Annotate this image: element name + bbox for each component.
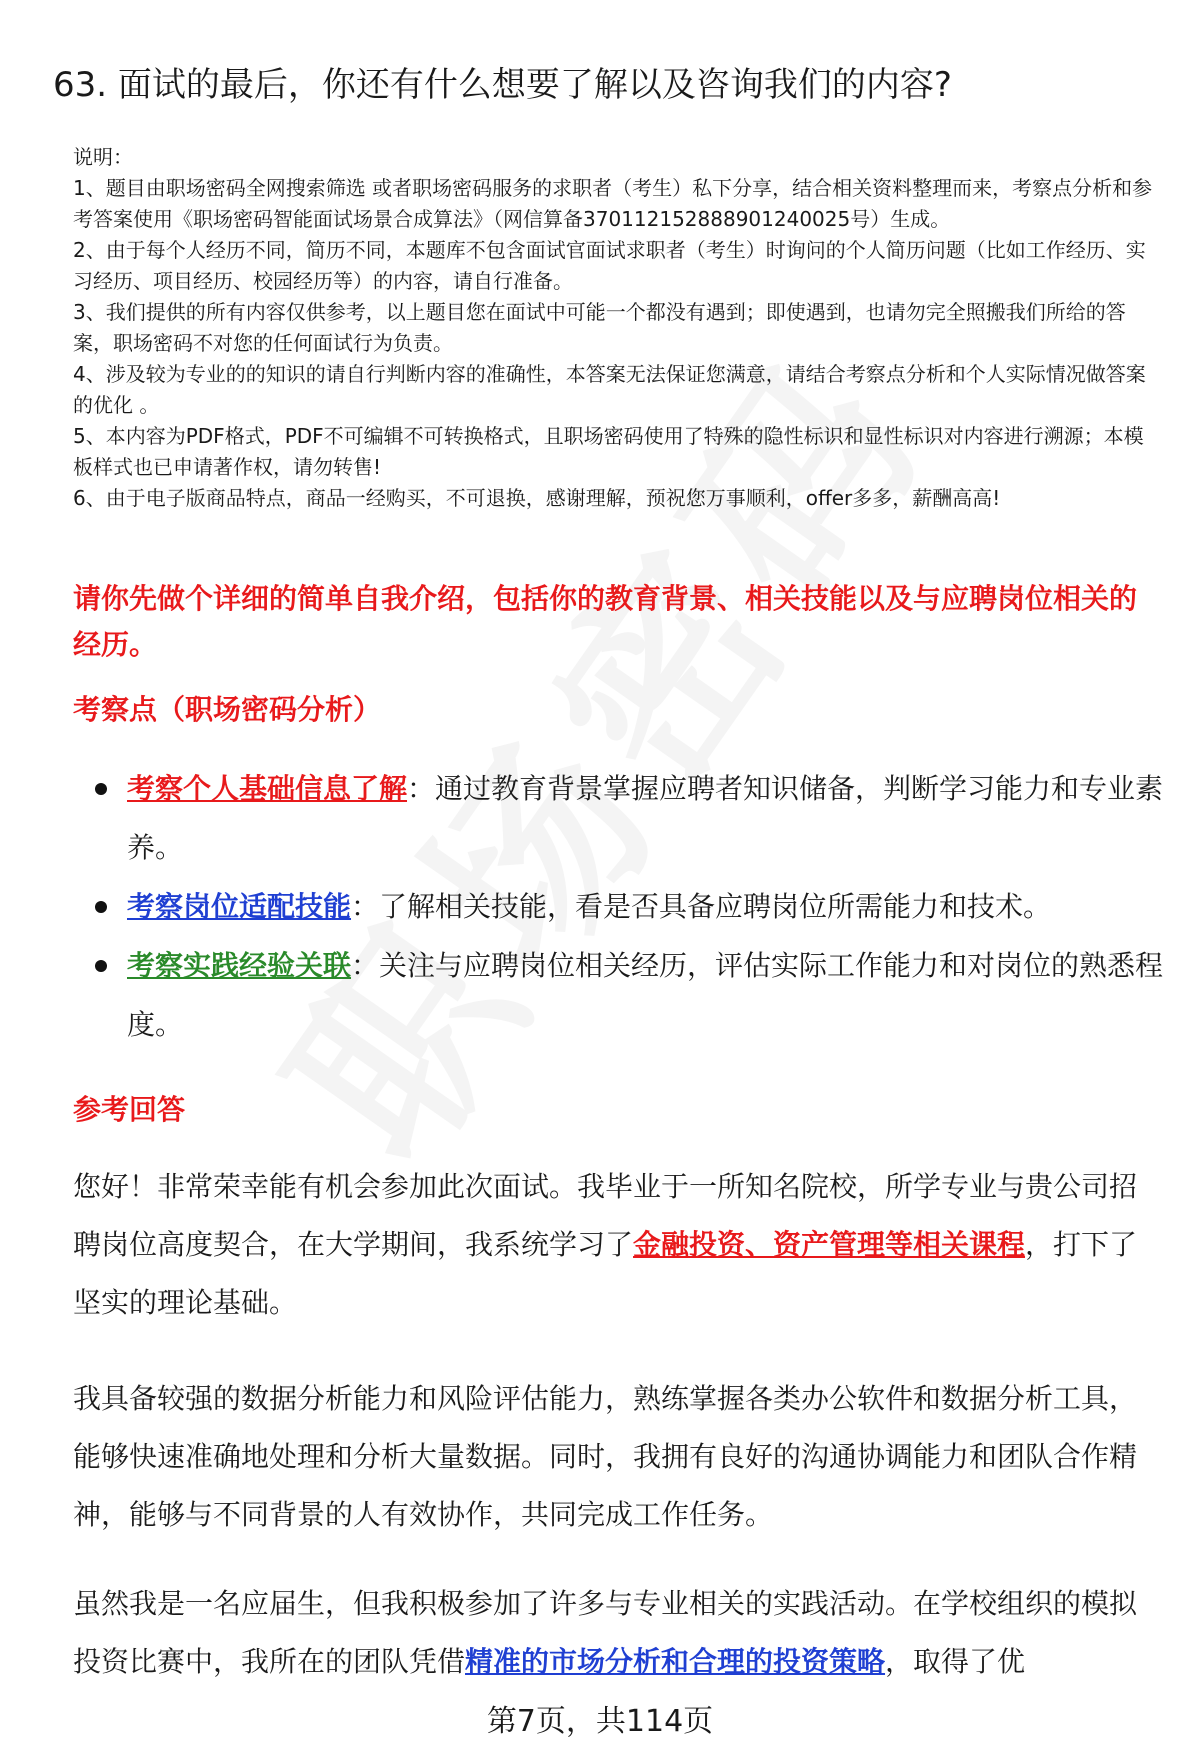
notes-item-6: 6、由于电子版商品特点，商品一经购买，不可退换，感谢理解，预祝您万事顺利，offer多多，薪酬高高! <box>73 486 1001 510</box>
notes-section <box>73 142 1163 514</box>
question-title: 63. 面试的最后，你还有什么想要了解以及咨询我们的内容? <box>53 65 952 105</box>
bullet-icon <box>95 783 107 795</box>
answer-p3-text: 虽然我是一名应届生，但我积极参加了许多与专业相关的实践活动。在学校组织的模拟投资比赛中，我所在的团队凭借 <box>73 1587 1138 1678</box>
page-footer: 第7页，共114页 <box>486 1704 714 1739</box>
bullet-icon <box>95 901 107 913</box>
answer-p1-text: 您好！非常荣幸能有机会参加此次面试。我毕业于一所知名院校，所学专业与贵公司招聘岗位高度契合，在大学期间，我系统学习了 <box>73 1170 1138 1261</box>
point-keyword-3: 考察实践经验关联 <box>127 949 352 982</box>
answer-p1-end: ，打下了坚实的理论基础。 <box>73 1228 1138 1319</box>
answer-paragraph-2: 我具备较强的数据分析能力和风险评估能力，熟练掌握各类办公软件和数据分析工具，能够快速准确地处理和分析大量数据。同时，我拥有良好的沟通协调能力和团队合作精神，能够与不同背景的人有效协作，共同完成工作任务。 <box>73 1382 1138 1531</box>
analysis-point-2 <box>90 877 1170 936</box>
point-text-1: ：通过教育背景掌握应聘者知识储备，判断学习能力和专业素养。 <box>127 772 1164 864</box>
answer-heading: 参考回答 <box>73 1093 186 1126</box>
analysis-point-3 <box>90 936 1170 1054</box>
analysis-points <box>90 759 1170 1054</box>
notes-item-1: 1、题目由职场密码全网搜索筛选 或者职场密码服务的求职者（考生）私下分享，结合相关资料整理而来，考察点分析和参考答案使用《职场密码智能面试场景合成算法》（网信算备370112152888901240025号）生成。 <box>73 176 1153 231</box>
answer-paragraph-3 <box>73 1575 1163 1691</box>
answer-p1-highlight: 金融投资、资产管理等相关课程 <box>633 1228 1026 1261</box>
point-text-3: ：关注与应聘岗位相关经历，评估实际工作能力和对岗位的熟悉程度。 <box>127 949 1164 1041</box>
analysis-point-1 <box>90 759 1170 877</box>
answer-p3-highlight: 精准的市场分析和合理的投资策略 <box>465 1645 886 1678</box>
notes-item-4: 4、涉及较为专业的的知识的请自行判断内容的准确性，本答案无法保证您满意，请结合考察点分析和个人实际情况做答案的优化 。 <box>73 362 1146 417</box>
analysis-heading: 考察点（职场密码分析） <box>73 693 382 726</box>
notes-heading: 说明： <box>73 145 133 169</box>
point-text-2: ：了解相关技能，看是否具备应聘岗位所需能力和技术。 <box>351 890 1052 923</box>
interview-question: 请你先做个详细的简单自我介绍，包括你的教育背景、相关技能以及与应聘岗位相关的经历。 <box>73 582 1138 661</box>
bullet-icon <box>95 960 107 972</box>
notes-item-5: 5、本内容为PDF格式，PDF不可编辑不可转换格式，且职场密码使用了特殊的隐性标识和显性标识对内容进行溯源；本模板样式也已申请著作权，请勿转售! <box>73 424 1144 479</box>
answer-p3-end: ，取得了优 <box>885 1645 1026 1678</box>
answer-paragraph-1 <box>73 1158 1163 1332</box>
point-keyword-2: 考察岗位适配技能 <box>127 890 352 923</box>
notes-item-2: 2、由于每个人经历不同，简历不同，本题库不包含面试官面试求职者（考生）时询问的个人简历问题（比如工作经历、实习经历、项目经历、校园经历等）的内容，请自行准备。 <box>73 238 1146 293</box>
notes-item-3: 3、我们提供的所有内容仅供参考，以上题目您在面试中可能一个都没有遇到；即使遇到，也请勿完全照搬我们所给的答案，职场密码不对您的任何面试行为负责。 <box>73 300 1126 355</box>
point-keyword-1: 考察个人基础信息了解 <box>127 772 408 805</box>
